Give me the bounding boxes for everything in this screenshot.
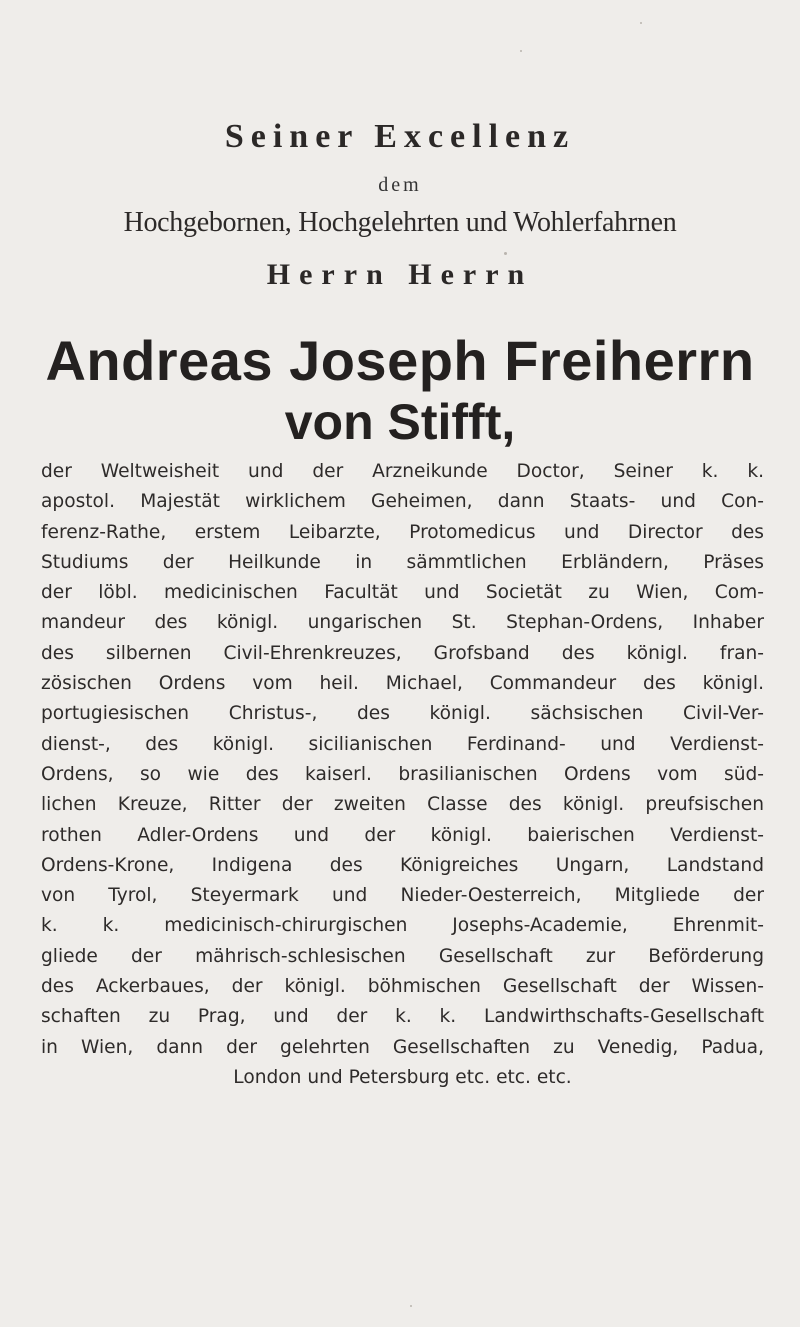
paragraph-line: rothen Adler-Ordens und der königl. baierischen Verdienst- (41, 824, 764, 846)
paragraph-line: London und Petersburg etc. etc. etc. (233, 1066, 572, 1088)
paragraph-line: portugiesischen Christus-, des königl. sächsischen Civil-Ver- (41, 703, 764, 725)
paper-speck (504, 252, 507, 255)
paragraph-line: der Weltweisheit und der Arzneikunde Doctor, Seiner k. k. (41, 461, 764, 482)
paper-speck (520, 50, 522, 52)
paragraph-line: apostol. Majestät wirklichem Geheimen, dann Staats- und Con- (41, 491, 764, 513)
dedicatee-name: Andreas Joseph Freiherrn (45, 329, 755, 392)
paragraph-line: schaften zu Prag, und der k. k. Landwirthschafts-Gesellschaft (41, 1006, 764, 1028)
paragraph-line: zösischen Ordens vom heil. Michael, Commandeur des königl. (41, 673, 764, 695)
titles-paragraph (41, 457, 764, 1093)
paragraph-line: gliede der mährisch-schlesischen Gesellschaft zur Beförderung (41, 945, 764, 967)
dedication-article: dem (378, 174, 422, 196)
paragraph-line: des Ackerbaues, der königl. böhmischen Gesellschaft der Wissen- (41, 976, 764, 998)
paragraph-line: des silbernen Civil-Ehrenkreuzes, Grofsband des königl. fran- (41, 642, 764, 664)
dedication-honorifics: Hochgebornen, Hochgelehrten und Wohlerfahrnen (123, 207, 677, 238)
paragraph-line: ferenz-Rathe, erstem Leibarzte, Protomedicus und Director des (41, 521, 764, 543)
dedication-heading: Seiner Excellenz (224, 118, 576, 155)
paragraph-line: dienst-, des königl. sicilianischen Ferdinand- und Verdienst- (41, 733, 764, 755)
paragraph-line: k. k. medicinisch-chirurgischen Josephs-Academie, Ehrenmit- (41, 915, 764, 937)
dedicatee-surname: von Stifft, (284, 394, 516, 450)
paragraph-line: Ordens, so wie des kaiserl. brasilianischen Ordens vom süd- (41, 763, 764, 785)
paragraph-line: von Tyrol, Steyermark und Nieder-Oesterreich, Mitgliede der (41, 885, 764, 907)
paragraph-line: Ordens-Krone, Indigena des Königreiches Ungarn, Landstand (41, 854, 764, 876)
paragraph-line: lichen Kreuze, Ritter der zweiten Classe des königl. preufsischen (41, 794, 764, 816)
paragraph-line: mandeur des königl. ungarischen St. Stephan-Ordens, Inhaber (41, 612, 764, 634)
dedication-address: Herrn Herrn (266, 258, 534, 291)
paper-speck (640, 22, 642, 24)
paragraph-line: in Wien, dann der gelehrten Gesellschaften zu Venedig, Padua, (41, 1036, 764, 1058)
paragraph-line: der löbl. medicinischen Facultät und Societät zu Wien, Com- (41, 582, 764, 604)
paper-speck (410, 1305, 412, 1307)
paragraph-line: Studiums der Heilkunde in sämmtlichen Erbländern, Präses (41, 551, 764, 573)
